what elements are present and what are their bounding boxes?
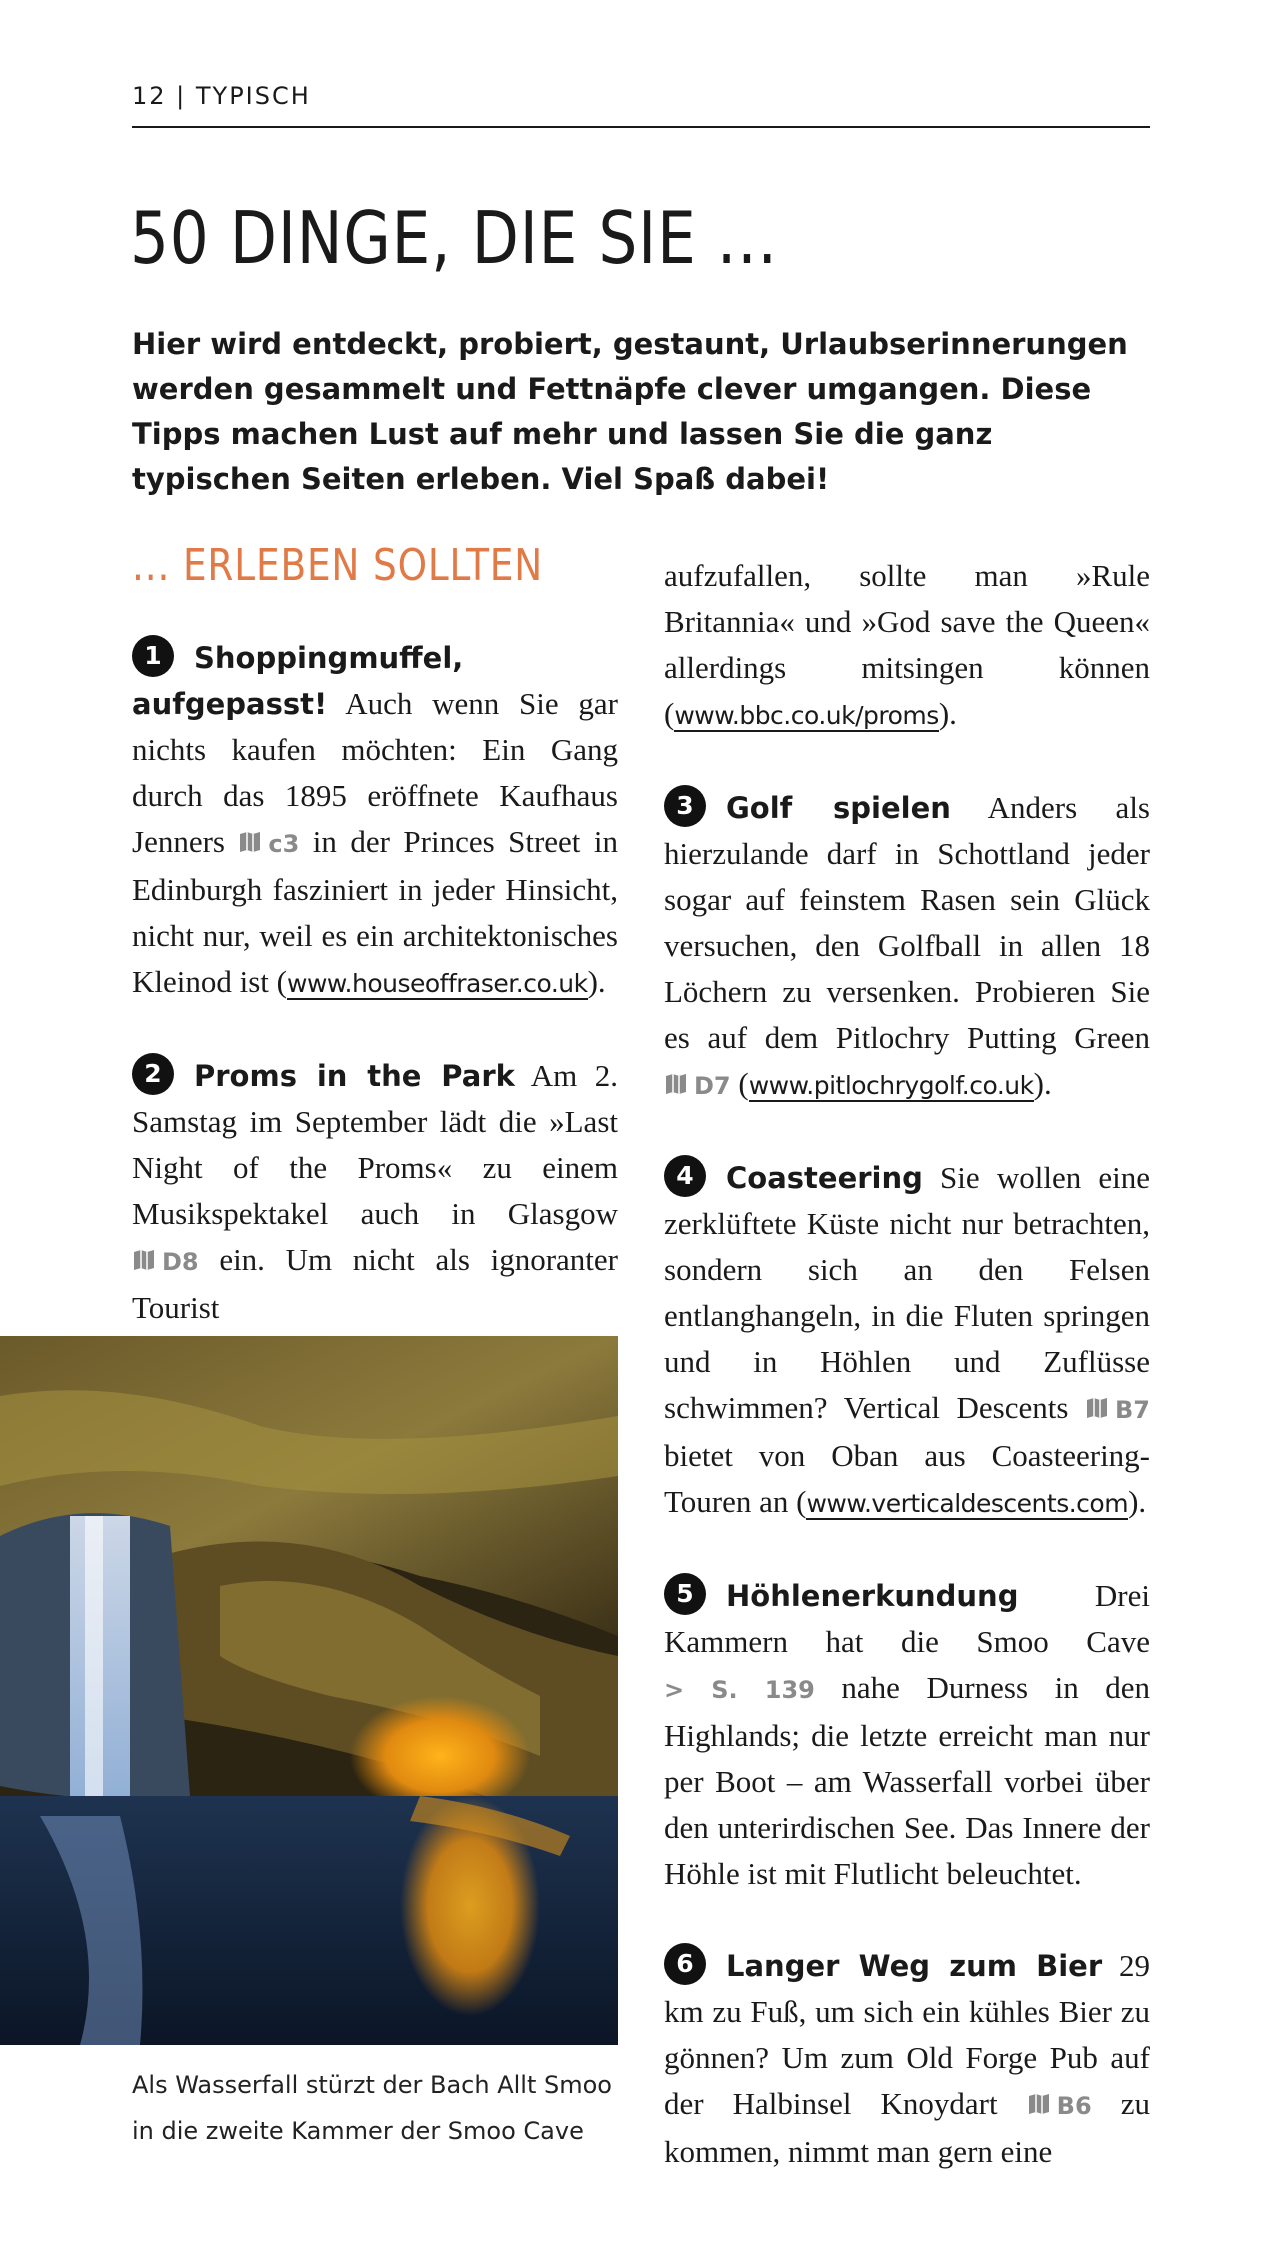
map-code: c3: [268, 830, 300, 858]
entry-number: 4: [664, 1155, 706, 1197]
entry-title: Langer Weg zum Bier: [726, 1949, 1103, 1983]
entry-text: Drei Kammern hat die Smoo Cave: [664, 1578, 1150, 1659]
entry-link[interactable]: www.houseoffraser.co.uk: [287, 969, 588, 998]
entry-title: Proms in the Park: [194, 1059, 515, 1093]
entry-text: ).: [1033, 1066, 1052, 1101]
map-reference: [1085, 1396, 1150, 1424]
entry-title: Shoppingmuffel, aufgepasst!: [132, 641, 464, 721]
page-header: [132, 78, 1150, 128]
entry-4: [664, 1155, 1150, 1527]
map-icon: [132, 1248, 156, 1272]
map-icon: [1085, 1396, 1109, 1420]
entry-text: Auch wenn Sie gar nichts kaufen möchten: Ein Gang durch das 1895 eröffnete Kaufhaus Jenners: [132, 686, 618, 859]
entry-title: Höhlenerkundung: [726, 1579, 1019, 1613]
right-column: [664, 553, 1150, 2221]
map-code: D8: [162, 1248, 199, 1276]
photo-caption: Als Wasserfall stürzt der Bach Allt Smoo in die zweite Kammer der Smoo Cave: [132, 2071, 612, 2145]
entry-text: ).: [1128, 1484, 1147, 1519]
entry-text: Sie wollen eine zerklüftete Küste nicht nur betrachten, sondern sich an den Felsen entlanghangeln, in die Fluten springen und in Höhlen und Zuflüsse schwimmen? Vertical Descents: [664, 1160, 1150, 1425]
entry-2: [132, 1053, 618, 1331]
map-code: B7: [1115, 1396, 1150, 1424]
entry-text: ).: [587, 964, 606, 999]
map-icon: [1027, 2092, 1051, 2116]
cave-photo-image: [0, 1336, 618, 2045]
intro-paragraph: Hier wird entdeckt, probiert, gestaunt, Urlaubserinnerungen werden gesammelt und Fettnäpfe clever umgangen. Diese Tipps machen Lust auf mehr und lassen Sie die ganz typischen Seiten erleben. Viel Spaß dabei!: [132, 327, 1128, 496]
entry-text: in der Princes Street in Edinburgh fasziniert in jeder Hinsicht, nicht nur, weil es ein architektonisches Kleinod ist (: [132, 824, 618, 999]
entry-link[interactable]: www.verticaldescents.com: [806, 1489, 1129, 1518]
page-reference-link[interactable]: > S. 139: [664, 1676, 815, 1704]
entry-number: 2: [132, 1053, 174, 1095]
left-column: [132, 540, 618, 1377]
entry-number: 5: [664, 1573, 706, 1615]
entry-number: 1: [132, 635, 174, 677]
entry-link[interactable]: www.pitlochrygolf.co.uk: [748, 1071, 1034, 1100]
entry-text: bietet von Oban aus Coasteering-Touren an (: [664, 1438, 1150, 1519]
page-title: 50 DINGE, DIE SIE ...: [130, 196, 778, 280]
entry-text: Anders als hierzulande darf in Schottland jeder sogar auf feinstem Rasen sein Glück versuchen, den Golfball in allen 18 Löchern zu versenken. Probieren Sie es auf dem Pitlochry Putting Green: [664, 790, 1150, 1055]
map-icon: [238, 830, 262, 854]
entry-text: Am 2. Samstag im September lädt die »Last Night of the Proms« zu einem Musikspektakel auch in Glasgow: [132, 1058, 618, 1231]
entry-link[interactable]: www.bbc.co.uk/proms: [674, 701, 939, 730]
entry-text: 29 km zu Fuß, um sich ein kühles Bier zu gönnen? Um zum Old Forge Pub auf der Halbinsel Knoydart: [664, 1948, 1151, 2121]
map-code: B6: [1056, 2092, 1092, 2120]
map-reference: [664, 1072, 731, 1100]
entry-number: 6: [664, 1943, 706, 1985]
cave-waterfall-photo: [0, 1336, 618, 2045]
map-reference: [1027, 2092, 1092, 2120]
map-reference: [132, 1248, 199, 1276]
entry-5: [664, 1573, 1150, 1897]
map-code: D7: [694, 1072, 731, 1100]
entry-text: nahe Durness in den Highlands; die letzte erreicht man nur per Boot – am Wasserfall vorbei über den unterirdischen See. Das Innere der Höhle ist mit Flutlicht beleuchtet.: [664, 1670, 1150, 1891]
section-heading: ... ERLEBEN SOLLTEN: [132, 540, 544, 591]
entry-title: Golf spielen: [726, 791, 951, 825]
entry-1: [132, 635, 618, 1007]
map-reference: [238, 830, 299, 858]
entry-number: 3: [664, 785, 706, 827]
map-icon: [664, 1072, 688, 1096]
entry-6: [664, 1943, 1150, 2175]
entry-text: aufzufallen, sollte man »Rule Britannia« und »God save the Queen« allerdings mitsingen können (: [664, 558, 1150, 731]
entry-text: ).: [938, 696, 957, 731]
entry-text: ein. Um nicht als ignoranter Tourist: [132, 1242, 618, 1325]
entry-text: zu kommen, nimmt man gern eine: [664, 2086, 1150, 2169]
entry-2-continued: [664, 553, 1150, 739]
entry-title: Coasteering: [726, 1161, 923, 1195]
entry-text: (: [730, 1066, 749, 1101]
page-header-text: 12 | TYPISCH: [132, 82, 311, 110]
entry-3: [664, 785, 1150, 1109]
